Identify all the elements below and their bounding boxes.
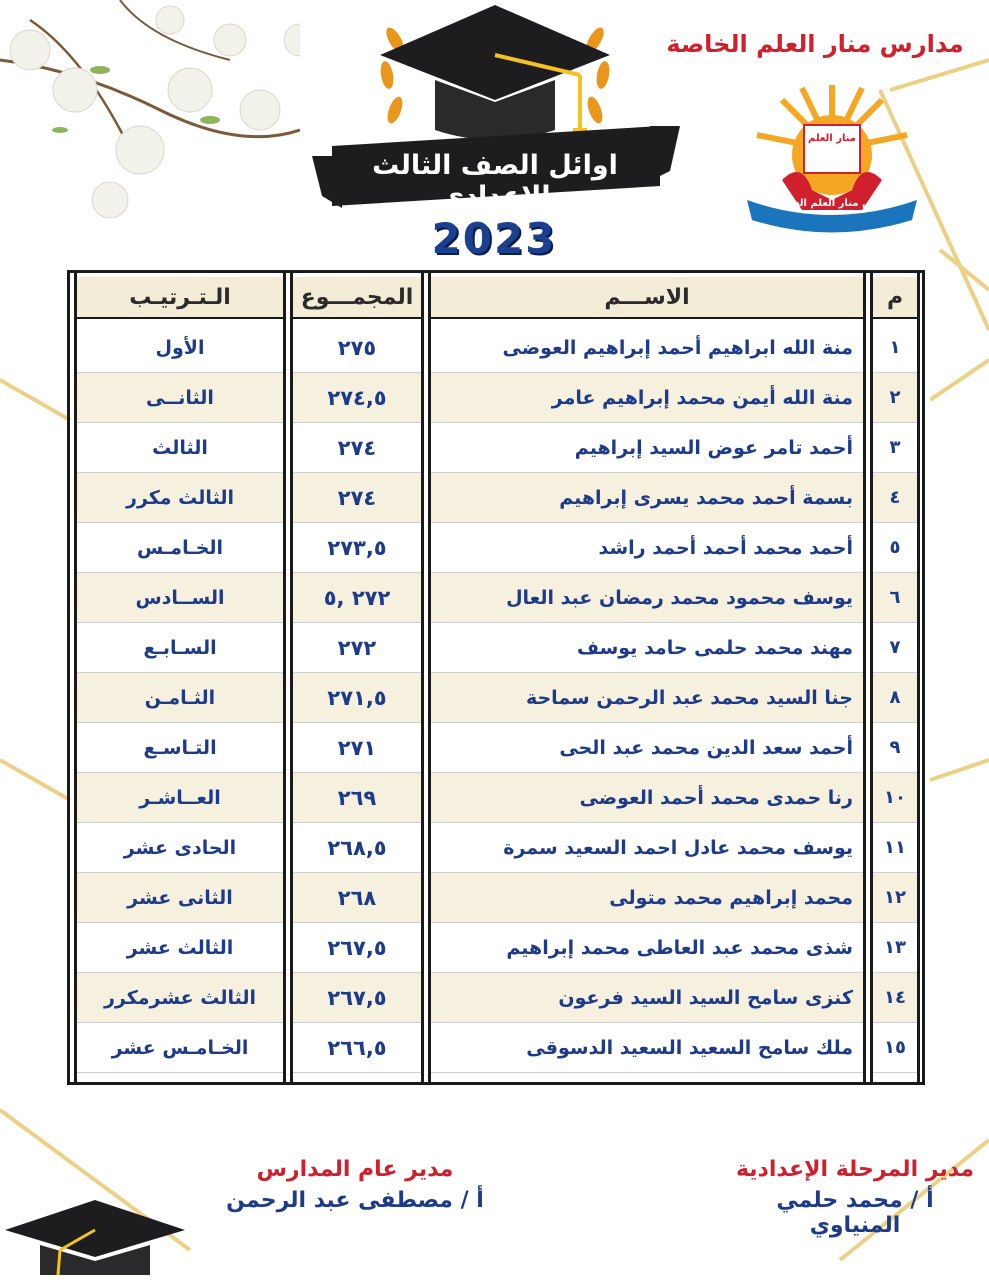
school-name: مدارس منار العلم الخاصة bbox=[666, 30, 964, 58]
signature-left-role: مدير عام المدارس bbox=[256, 1157, 454, 1182]
rank-label: الثانى عشر bbox=[77, 873, 283, 923]
rank-label: الثالث bbox=[77, 423, 283, 473]
school-logo bbox=[742, 80, 922, 240]
row-number: ٢ bbox=[873, 373, 917, 423]
total-score: ٢٦٨,٥ bbox=[293, 823, 421, 873]
row-number: ٤ bbox=[873, 473, 917, 523]
row-number: ٦ bbox=[873, 573, 917, 623]
student-name: يوسف محمود محمد رمضان عبد العال bbox=[431, 573, 863, 623]
rank-label: الثالث عشر bbox=[77, 923, 283, 973]
signature-right-name: أ / محمد حلمي المنياوي bbox=[776, 1188, 934, 1238]
rank-label: العــاشـر bbox=[77, 773, 283, 823]
student-name: منة الله ابراهيم أحمد إبراهيم العوضى bbox=[431, 323, 863, 373]
student-name: كنزى سامح السيد السيد فرعون bbox=[431, 973, 863, 1023]
total-score: ٢٧٢ bbox=[293, 623, 421, 673]
total-score: ٢٦٩ bbox=[293, 773, 421, 823]
header-name: الاســـم bbox=[431, 277, 863, 319]
student-name: بسمة أحمد محمد يسرى إبراهيم bbox=[431, 473, 863, 523]
total-score: ٢٧٤,٥ bbox=[293, 373, 421, 423]
row-number: ١ bbox=[873, 323, 917, 373]
row-number: ٣ bbox=[873, 423, 917, 473]
num-column bbox=[870, 273, 920, 1082]
signature-right-role: مدير المرحلة الإعدادية bbox=[735, 1157, 975, 1182]
honors-table bbox=[67, 270, 925, 1085]
name-column bbox=[428, 273, 866, 1082]
graduation-cap-bottom-icon bbox=[0, 1195, 190, 1280]
total-score: ٢٦٨ bbox=[293, 873, 421, 923]
rank-label: الخـامـس bbox=[77, 523, 283, 573]
total-score: ٢٧٥ bbox=[293, 323, 421, 373]
rank-label: الســادس bbox=[77, 573, 283, 623]
student-name: محمد إبراهيم محمد متولى bbox=[431, 873, 863, 923]
student-name: شذى محمد عبد العاطى محمد إبراهيم bbox=[431, 923, 863, 973]
rank-column bbox=[74, 273, 286, 1082]
student-name: أحمد محمد أحمد أحمد راشد bbox=[431, 523, 863, 573]
rank-label: الأول bbox=[77, 323, 283, 373]
rank-label: الخـامـس عشر bbox=[77, 1023, 283, 1073]
row-number: ١١ bbox=[873, 823, 917, 873]
total-score: ٢٦٦,٥ bbox=[293, 1023, 421, 1073]
total-score: ٢٧١,٥ bbox=[293, 673, 421, 723]
rank-label: الثانــى bbox=[77, 373, 283, 423]
student-name: جنا السيد محمد عبد الرحمن سماحة bbox=[431, 673, 863, 723]
signature-left bbox=[225, 1157, 485, 1213]
total-score: ٢٧٢ ,٥ bbox=[293, 573, 421, 623]
rank-label: الثـامـن bbox=[77, 673, 283, 723]
rank-label: الحادى عشر bbox=[77, 823, 283, 873]
row-number: ٨ bbox=[873, 673, 917, 723]
student-name: ملك سامح السعيد السعيد الدسوقى bbox=[431, 1023, 863, 1073]
header-rank: الـتـرتيـب bbox=[77, 277, 283, 319]
signature-right bbox=[730, 1157, 980, 1238]
rank-label: السـابـع bbox=[77, 623, 283, 673]
student-name: يوسف محمد عادل احمد السعيد سمرة bbox=[431, 823, 863, 873]
row-number: ٧ bbox=[873, 623, 917, 673]
logo-ribbon-text: مدارس منار العلم الخاصة bbox=[773, 198, 897, 209]
total-column bbox=[290, 273, 424, 1082]
year-label: 2023 bbox=[431, 214, 557, 263]
header-num: م bbox=[873, 277, 917, 319]
row-number: ١٠ bbox=[873, 773, 917, 823]
row-number: ١٢ bbox=[873, 873, 917, 923]
rank-label: الثالث مكرر bbox=[77, 473, 283, 523]
row-number: ١٥ bbox=[873, 1023, 917, 1073]
total-score: ٢٧١ bbox=[293, 723, 421, 773]
total-score: ٢٧٣,٥ bbox=[293, 523, 421, 573]
header-total: المجمـــوع bbox=[293, 277, 421, 319]
rank-label: الثالث عشرمكرر bbox=[77, 973, 283, 1023]
total-score: ٢٦٧,٥ bbox=[293, 923, 421, 973]
rank-label: التـاسـع bbox=[77, 723, 283, 773]
student-name: رنا حمدى محمد أحمد العوضى bbox=[431, 773, 863, 823]
signature-left-name: أ / مصطفى عبد الرحمن bbox=[226, 1188, 484, 1213]
student-name: أحمد سعد الدين محمد عبد الحى bbox=[431, 723, 863, 773]
logo-label: منار العلم bbox=[807, 133, 857, 144]
row-number: ٥ bbox=[873, 523, 917, 573]
page-title: اوائل الصف الثالث الإعدادي bbox=[372, 150, 618, 212]
student-name: مهند محمد حلمى حامد يوسف bbox=[431, 623, 863, 673]
student-name: منة الله أيمن محمد إبراهيم عامر bbox=[431, 373, 863, 423]
row-number: ٩ bbox=[873, 723, 917, 773]
total-score: ٢٧٤ bbox=[293, 423, 421, 473]
total-score: ٢٦٧,٥ bbox=[293, 973, 421, 1023]
row-number: ١٤ bbox=[873, 973, 917, 1023]
student-name: أحمد تامر عوض السيد إبراهيم bbox=[431, 423, 863, 473]
row-number: ١٣ bbox=[873, 923, 917, 973]
total-score: ٢٧٤ bbox=[293, 473, 421, 523]
